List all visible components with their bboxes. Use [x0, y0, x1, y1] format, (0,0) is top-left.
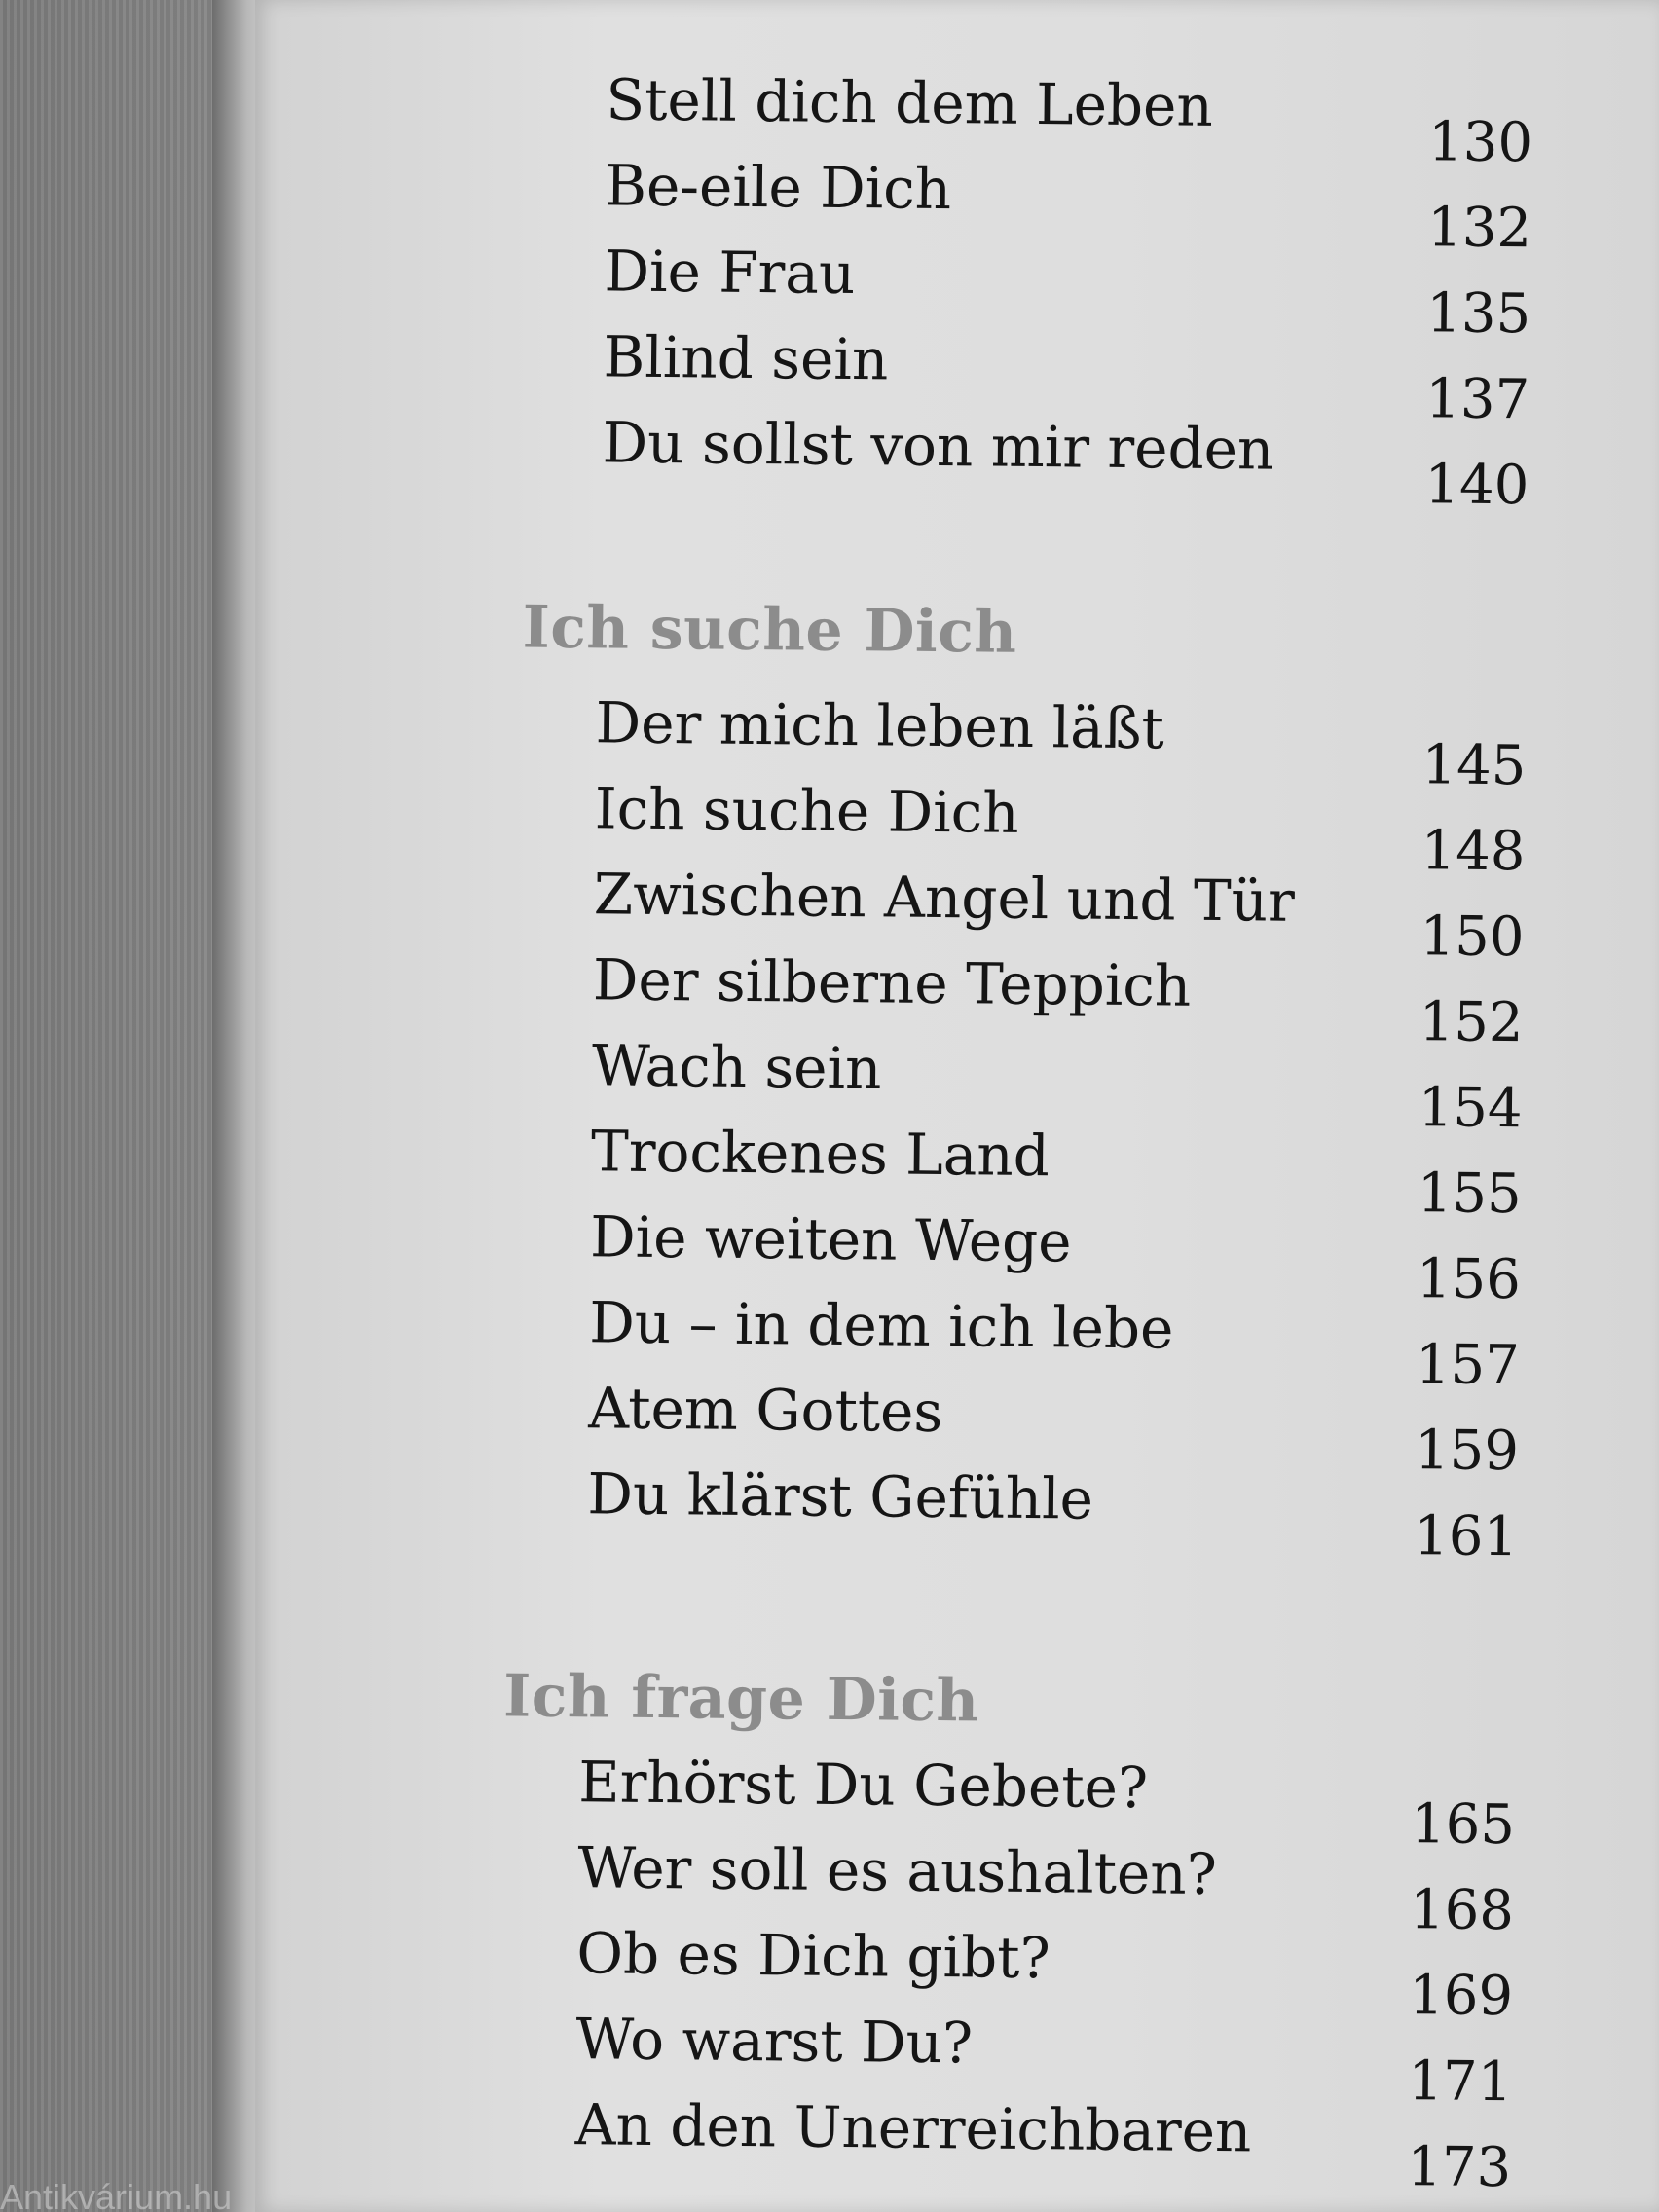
toc-entry-title: Die Frau [604, 238, 856, 308]
toc-entry [254, 1115, 1659, 1227]
toc-entry-title: Atem Gottes [587, 1375, 943, 1446]
toc-entry-page: 159 [1414, 1419, 1520, 1484]
toc-entry-title: Blind sein [603, 323, 889, 393]
toc-entry-title: Erhörst Du Gebete? [577, 1749, 1149, 1822]
toc-entry-page: 135 [1425, 281, 1531, 347]
toc-entry [251, 1372, 1656, 1484]
toc-entry [257, 772, 1659, 884]
toc-entry-title: Stell dich dem Leben [606, 66, 1214, 139]
toc-entry-page: 140 [1424, 453, 1530, 518]
toc-entry [262, 320, 1659, 432]
toc-entry [256, 858, 1659, 970]
toc-entry-title: Du sollst von mir reden [602, 409, 1274, 483]
toc-entry-page: 132 [1426, 196, 1532, 261]
toc-entry [263, 235, 1659, 347]
toc-entry [247, 1746, 1652, 1858]
toc-entry-page: 171 [1407, 2049, 1513, 2115]
toc-entry-title: Der mich leben läßt [595, 689, 1165, 762]
toc-entry-page: 152 [1419, 990, 1524, 1055]
section-heading: Ich frage Dich [502, 1662, 979, 1736]
toc-entry [243, 2088, 1648, 2200]
toc-entry-page: 156 [1416, 1247, 1522, 1312]
toc-entry-title: Trockenes Land [590, 1118, 1051, 1190]
toc-entry-page: 169 [1408, 1964, 1514, 2029]
toc-entry-title: Wer soll es aushalten? [577, 1834, 1218, 1908]
toc-entry-title: Ich suche Dich [594, 775, 1019, 846]
toc-entry-page: 150 [1419, 904, 1525, 970]
toc-entry-page: 168 [1409, 1878, 1515, 1943]
toc-entry-page: 148 [1420, 819, 1526, 884]
toc-entry-title: Der silberne Teppich [592, 946, 1192, 1019]
toc-entry-title: Wo warst Du? [575, 2006, 974, 2077]
toc-entry-page: 173 [1407, 2135, 1512, 2200]
toc-entry-title: An den Unerreichbaren [574, 2091, 1252, 2165]
table-of-contents [243, 0, 1659, 2212]
toc-entry-page: 145 [1421, 733, 1527, 798]
toc-entry-title: Be-eile Dich [605, 152, 952, 223]
toc-entry-title: Die weiten Wege [589, 1203, 1072, 1275]
toc-entry-title: Wach sein [591, 1032, 882, 1102]
toc-entry-title: Zwischen Angel und Tür [593, 861, 1296, 935]
toc-entry [255, 943, 1659, 1055]
toc-entry-page: 157 [1415, 1333, 1521, 1398]
toc-entry-page: 137 [1425, 367, 1530, 432]
toc-entry-page: 161 [1413, 1504, 1519, 1569]
section-heading: Ich suche Dich [522, 593, 1017, 667]
toc-entry-title: Ob es Dich gibt? [576, 1920, 1051, 1992]
toc-entry [264, 149, 1659, 261]
toc-entry [258, 686, 1659, 798]
toc-entry-page: 155 [1417, 1161, 1523, 1227]
toc-entry-page: 130 [1427, 110, 1533, 175]
toc-entry [246, 1831, 1651, 1943]
toc-entry-page: 154 [1418, 1076, 1523, 1141]
toc-entry-page: 165 [1410, 1792, 1516, 1858]
toc-entry-title: Du klärst Gefühle [587, 1460, 1094, 1532]
book-page [255, 0, 1659, 2212]
toc-entry-title: Du – in dem ich lebe [588, 1289, 1174, 1362]
toc-entry [265, 63, 1659, 175]
toc-entry [255, 1029, 1659, 1141]
watermark-text: Antikvárium.hu [0, 2177, 233, 2212]
toc-entry [250, 1457, 1655, 1569]
toc-entry [244, 2003, 1649, 2115]
toc-entry [245, 1917, 1650, 2029]
toc-entry [253, 1200, 1658, 1312]
toc-entry [261, 406, 1659, 518]
toc-entry [252, 1286, 1657, 1398]
